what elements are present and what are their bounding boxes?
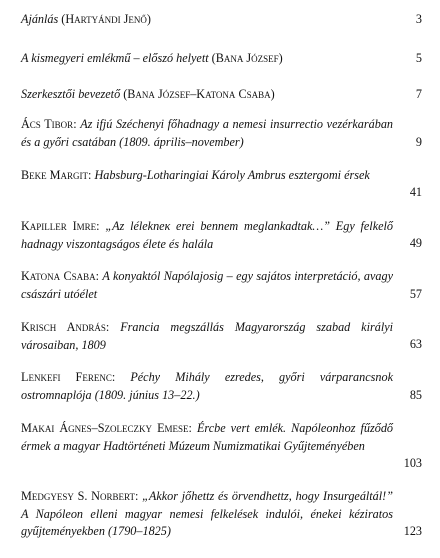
toc-entry-page: 9 [415,135,422,149]
toc-entry [21,268,393,303]
toc-entry-title: Ércbe vert emlék. Napóleonhoz fűződő érmek a magyar Hadtörténeti Múzeum Numizmatikai Gyűjteményében [21,421,394,453]
toc-entry [21,369,393,404]
toc-entry-separator: ( [208,51,216,65]
toc-entry-title: „Akkor jőhettz és örvendhettz, hogy Insurgeáltál!” A Napóleon elleni magyar nemesi felkelések indulói, énekei kéziratos gyűjteményekben (1790–1825) [21,489,393,538]
toc-entry-author: Krisch András [21,320,106,334]
toc-entry-title: Francia megszállás Magyarország szabad királyi városaiban, 1809 [21,320,393,352]
toc-entry-author: Lenkefi Ferenc [21,370,112,384]
toc-entry-separator: ( [58,12,66,26]
toc-entry-author: Bana József [215,51,279,65]
toc-entry [21,488,393,541]
toc-entry [21,319,393,354]
toc-entry-author: Bana József–Katona Csaba [127,87,271,101]
toc-entry-separator: ) [146,12,151,26]
toc-entry-title: Az ifjú Széchenyi főhadnagy a nemesi insurrectio vezérkarában és a győri csatában (1809. április–november) [21,117,394,149]
toc-entry-title: A konyaktól Napólajosig – egy sajátos interpretáció, avagy császári utóélet [21,269,393,301]
toc-entry-author: Makai Ágnes–Szoleczky Emese [21,421,189,435]
toc-entry [21,167,393,185]
toc-entry-title: Habsburg-Lotharingiai Károly Ambrus esztergomi érsek [94,168,370,182]
toc-entry-page: 7 [415,87,422,101]
toc-entry-separator: ) [270,87,275,101]
toc-entry-author: Kapiller Imre [21,219,97,233]
toc-entry-separator: : [95,269,103,283]
toc-entry-title: Péchy Mihály ezredes, győri várparancsnok ostromnaplója (1809. június 13–22.) [21,370,393,402]
toc-entry-title: A kismegyeri emlékmű – előszó helyett [21,51,209,65]
toc-entry-separator: : [73,117,81,131]
toc-entry [21,218,393,253]
toc-entry-separator: : [134,489,143,503]
toc-entry-page: 63 [409,337,422,351]
toc-entry [21,50,393,68]
toc-entry-author: Ács Tibor [21,117,74,131]
toc-entry [21,420,393,455]
toc-entry-author: Beke Margit [21,168,89,182]
toc-entry-separator: : [111,370,131,384]
toc-entry-page: 103 [403,456,422,470]
toc-entry-page: 5 [415,51,422,65]
toc-entry-author: Medgyesy S. Norbert [21,489,135,503]
toc-entry-author: Katona Csaba [21,269,96,283]
toc-entry-separator: : [96,219,106,233]
toc-entry-separator: : [88,168,95,182]
toc-entry-page: 41 [409,185,422,199]
toc-entry [21,86,393,104]
toc-entry-page: 3 [415,12,422,26]
toc-entry-title: Szerkesztői bevezető [21,87,121,101]
toc-entry-author: Hartyándi Jenő [65,12,147,26]
toc-entry-page: 85 [409,388,422,402]
toc-entry-title: Ajánlás [21,12,59,26]
toc-entry [21,116,393,151]
toc-entry-title: „Az lélekneк erei bennem meglankadtak…” Egy felkelő hadnagy viszontagságos élete és halála [21,219,393,251]
toc-entry-separator: : [188,421,197,435]
toc-entry-separator: : [105,320,121,334]
toc-entry-page: 123 [403,524,422,538]
toc-entry-separator: ( [120,87,128,101]
toc-entry-separator: ) [278,51,283,65]
toc-entry-page: 57 [409,287,422,301]
toc-entry [21,11,393,29]
toc-entry-page: 49 [409,236,422,250]
